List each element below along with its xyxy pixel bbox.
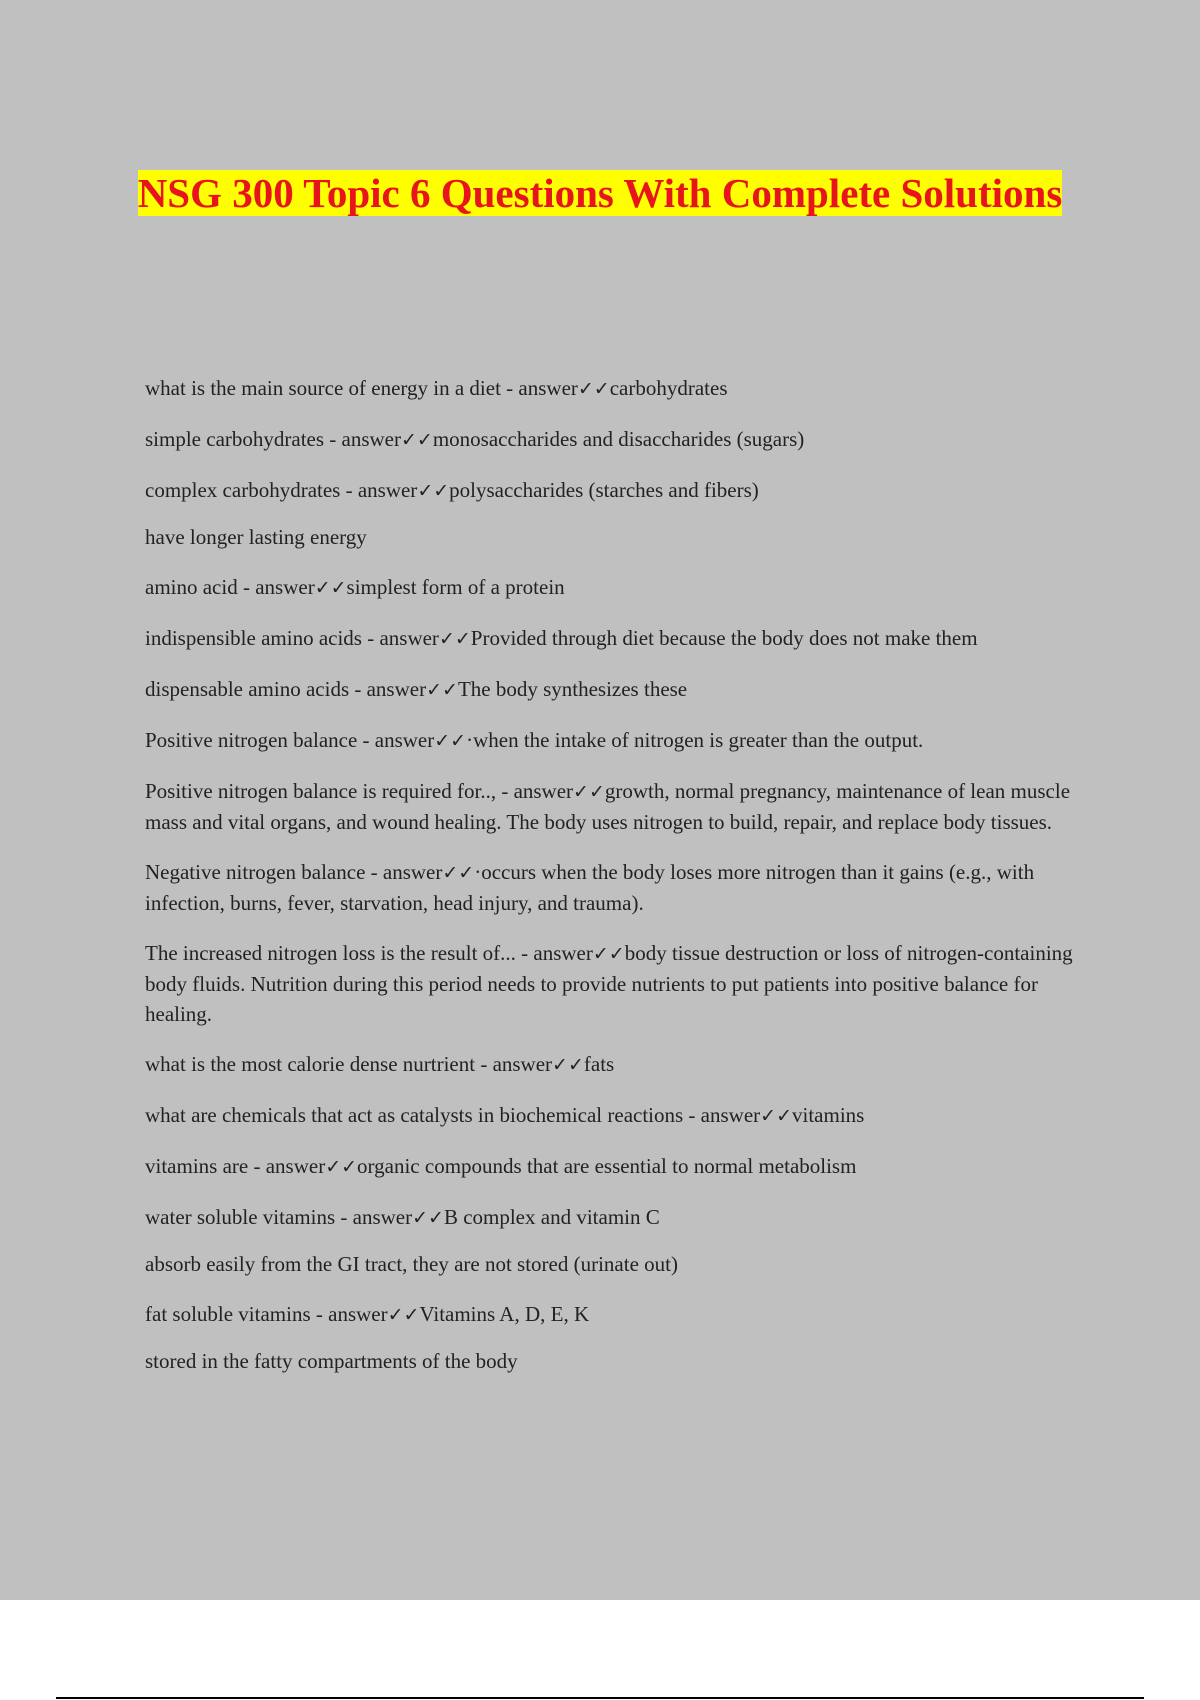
qa-question: vitamins are - answer [145, 1154, 326, 1178]
qa-item [145, 776, 1075, 837]
qa-list [145, 373, 1075, 1396]
double-check-icon: ✓✓ [325, 1156, 358, 1178]
qa-answer: B complex and vitamin C [443, 1205, 660, 1229]
qa-note [145, 522, 1075, 552]
qa-answer: vitamins [792, 1103, 865, 1127]
qa-item [145, 424, 1075, 455]
double-check-icon: ✓✓ [314, 577, 347, 599]
qa-item [145, 725, 1075, 756]
qa-question: dispensable amino acids - answer [145, 677, 427, 701]
qa-note-text: have longer lasting energy [145, 525, 367, 549]
qa-question: what are chemicals that act as catalysts in biochemical reactions - answer [145, 1103, 761, 1127]
double-check-icon: ✓✓ [426, 679, 458, 701]
qa-item [145, 938, 1075, 1029]
qa-note [145, 1346, 1075, 1376]
document-title: NSG 300 Topic 6 Questions With Complete Solutions [137, 170, 1063, 216]
qa-question: water soluble vitamins - answer [145, 1205, 413, 1229]
double-check-icon: ✓✓ [760, 1105, 792, 1127]
qa-answer: ·when the intake of nitrogen is greater than the output. [466, 728, 924, 752]
qa-item [145, 623, 1075, 654]
qa-question: Negative nitrogen balance - answer [145, 860, 443, 884]
qa-question: complex carbohydrates - answer [145, 478, 418, 502]
qa-question: Positive nitrogen balance - answer [145, 728, 435, 752]
qa-answer: body tissue destruction or loss of nitrogen-containing body fluids. Nutrition during this period needs to provide nutrients to put patients into positive balance for healing. [145, 941, 1073, 1026]
qa-item [145, 572, 1075, 603]
qa-note-text: stored in the fatty compartments of the body [145, 1349, 518, 1373]
qa-answer: monosaccharides and disaccharides (sugars) [432, 427, 805, 451]
double-check-icon: ✓✓ [573, 781, 605, 803]
double-check-icon: ✓✓ [592, 943, 625, 965]
qa-note [145, 1249, 1075, 1279]
qa-item [145, 674, 1075, 705]
double-check-icon: ✓✓ [417, 480, 450, 502]
qa-answer: fats [583, 1052, 615, 1076]
double-check-icon: ✓✓ [438, 628, 471, 650]
qa-question: simple carbohydrates - answer [145, 427, 401, 451]
qa-item [145, 475, 1075, 506]
double-check-icon: ✓✓ [434, 730, 467, 752]
qa-item [145, 1202, 1075, 1233]
qa-question: what is the main source of energy in a diet - answer [145, 376, 578, 400]
qa-question: Positive nitrogen balance is required for.., - answer [145, 779, 574, 803]
qa-note-text: absorb easily from the GI tract, they are not stored (urinate out) [145, 1252, 678, 1276]
qa-answer: ·occurs when the body loses more nitrogen than it gains (e.g., with infection, burns, fever, starvation, head injury, and trauma). [145, 860, 1035, 915]
double-check-icon: ✓✓ [577, 378, 610, 400]
qa-question: The increased nitrogen loss is the result of... - answer [145, 941, 593, 965]
qa-answer: Vitamins A, D, E, K [419, 1302, 590, 1326]
qa-question: what is the most calorie dense nurtrient - answer [145, 1052, 553, 1076]
qa-answer: carbohydrates [609, 376, 728, 400]
qa-item [145, 1049, 1075, 1080]
qa-question: fat soluble vitamins - answer [145, 1302, 388, 1326]
qa-answer: organic compounds that are essential to normal metabolism [357, 1154, 857, 1178]
qa-question: indispensible amino acids - answer [145, 626, 439, 650]
double-check-icon: ✓✓ [442, 862, 475, 884]
qa-item [145, 373, 1075, 404]
qa-item [145, 1299, 1075, 1330]
qa-answer: growth, normal pregnancy, maintenance of lean muscle mass and vital organs, and wound healing. The body uses nitrogen to build, repair, and replace body tissues. [145, 779, 1071, 834]
footer-divider [56, 1697, 1144, 1699]
qa-answer: Provided through diet because the body does not make them [470, 626, 978, 650]
double-check-icon: ✓✓ [412, 1207, 444, 1229]
double-check-icon: ✓✓ [552, 1054, 584, 1076]
qa-answer: polysaccharides (starches and fibers) [449, 478, 759, 502]
title-block [0, 166, 1200, 220]
double-check-icon: ✓✓ [387, 1304, 420, 1326]
qa-answer: simplest form of a protein [346, 575, 565, 599]
qa-item [145, 857, 1075, 918]
qa-answer: The body synthesizes these [457, 677, 688, 701]
qa-item [145, 1151, 1075, 1182]
qa-question: amino acid - answer [145, 575, 315, 599]
qa-item [145, 1100, 1075, 1131]
double-check-icon: ✓✓ [401, 429, 433, 451]
